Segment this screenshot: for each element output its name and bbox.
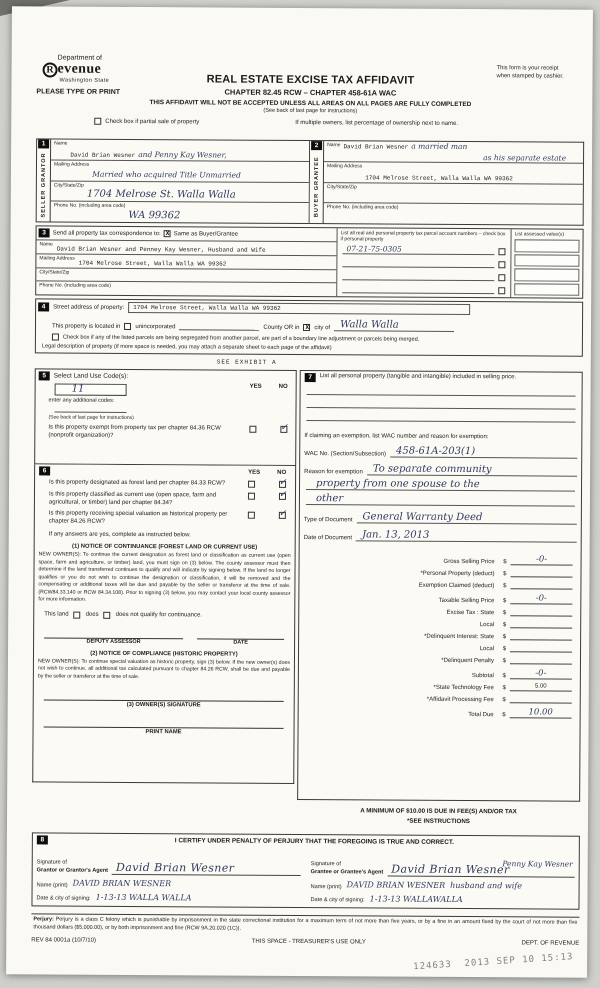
exempt-no-checkbox: [280, 422, 288, 433]
seller-address-handwritten: Married who acquired Title Unmarried: [92, 169, 241, 180]
revenue-logo-icon: R: [43, 62, 58, 77]
section-6-badge: 6: [39, 466, 50, 475]
money-value: [510, 608, 572, 616]
county-line: [179, 322, 259, 330]
dollar-sign: $: [502, 610, 507, 617]
no-checkmark: ✓: [280, 422, 288, 433]
money-value: [510, 632, 572, 640]
current-use-question: Is this property classified as current use (open space, farm and agricultural, or timber) land per chapter 84.34?: [48, 491, 217, 506]
parcel-number-handwritten: 07-21-75-0305: [346, 244, 402, 254]
no-header: NO: [278, 383, 288, 390]
grantee-second-signature-handwritten: Penny Kay Wesner: [502, 858, 573, 869]
seller-word: SELLER: [40, 189, 47, 218]
cashier-stamp: 124633 2013 SEP 10 15:13: [412, 952, 574, 973]
historic-question: Is this property receiving special valuation as historical property per chapter 84.26 RCW?: [48, 510, 228, 525]
owners-signature-label: (3) OWNER(S) SIGNATURE: [126, 702, 201, 709]
land-use-code-box: [55, 384, 127, 396]
section-5-badge: 5: [39, 371, 50, 380]
money-row: [303, 619, 576, 629]
grantee-signature-handwritten: David Brian Wesner: [391, 862, 510, 877]
money-row: [303, 706, 576, 719]
current-use-yes-checkbox: [248, 492, 255, 499]
print-name-line: [44, 719, 284, 729]
buyer-word: BUYER: [313, 192, 320, 217]
money-label: *Delinquent Interest: State: [424, 633, 495, 641]
county-or-label: County OR in: [263, 324, 300, 331]
money-label: Subtotal: [471, 673, 494, 680]
does-checkbox: [74, 611, 81, 618]
reason-handwritten-1: To separate community: [372, 463, 492, 476]
property-location-section: [35, 298, 583, 356]
certification-statement: I CERTIFY UNDER PENALTY OF PERJURY THAT THE FOREGOING IS TRUE AND CORRECT.: [174, 837, 454, 846]
seller-strip: [37, 139, 52, 221]
signature-of-label: Signature of: [310, 861, 341, 868]
money-row: [303, 694, 576, 704]
grantor-name-print-handwritten: DAVID BRIAN WESNER: [72, 878, 172, 889]
personal-property-checkbox-1: [498, 249, 505, 256]
personal-property-label: List all personal property (tangible and intangible) included in selling price.: [319, 373, 517, 381]
grantor-signature-column: [36, 848, 300, 903]
section-1-badge: 1: [38, 139, 49, 148]
partial-sale-checkbox: [94, 118, 101, 125]
dollar-sign: $: [503, 559, 507, 566]
does-label: does: [85, 611, 99, 618]
buyer-strip: [310, 141, 325, 223]
receipt-note-line2: when stamped by cashier.: [496, 72, 564, 80]
mailing-address-label: Mailing Address: [53, 161, 90, 168]
grantee-word: GRANTEE: [313, 156, 320, 191]
grantor-signature-handwritten: David Brian Wesner: [116, 860, 235, 875]
logo-department-of: Department of: [57, 54, 103, 62]
wac-number-label: WAC No. (Section/Subsection): [304, 451, 387, 458]
treasurer-space-label: THIS SPACE - TREASURER'S USE ONLY: [251, 938, 366, 945]
reason-label: Reason for exemption: [304, 469, 363, 476]
date-label: DATE: [233, 639, 248, 646]
does-not-label: does not qualify for continuance.: [115, 612, 203, 619]
money-row: [303, 655, 576, 665]
affidavit-page: [6, 6, 593, 978]
money-row: [303, 580, 576, 590]
notice-compliance-body: NEW OWNER(S): To continue special valuation as historic property, sign (3) below. If the new owner(s) does not wish to continue, all additional tax calculated pursuant to chapter 84.26 RCW, shall be due and payable by the seller or transferor at the time of sale.: [37, 658, 290, 680]
seller-phone-handwritten: WA 99362: [128, 209, 181, 222]
money-label: Total Due: [468, 712, 494, 719]
money-row: [303, 667, 576, 680]
dept-of-revenue-label: DEPT. OF REVENUE: [521, 939, 580, 947]
city-of-label: city of: [314, 325, 331, 332]
logo-revenue-text: evenue: [57, 61, 102, 77]
mailing-address-label: Mailing Address: [326, 162, 363, 170]
money-label: Exemption Claimed (deduct): [418, 582, 495, 590]
blank-line-3: [306, 408, 575, 423]
yes-header: YES: [248, 469, 261, 476]
name-label: Name: [54, 140, 68, 147]
unincorporated-label: unincorporated: [135, 323, 176, 331]
personal-property-checkbox-3: [498, 274, 505, 281]
does-not-checkbox: [104, 612, 111, 619]
chapter-line: CHAPTER 82.45 RCW – CHAPTER 458-61A WAC: [224, 87, 397, 98]
form-content: [31, 50, 584, 948]
see-instructions-note: *SEE INSTRUCTIONS: [407, 817, 470, 825]
segregated-checkbox: [52, 333, 59, 340]
name-label: Name: [327, 142, 341, 149]
document-type-handwritten: General Warranty Deed: [362, 511, 483, 524]
personal-property-checkbox-2: [498, 261, 505, 268]
grantee-date-city-handwritten: 1-13-13 WALLAWALLA: [369, 894, 463, 904]
dollar-sign: $: [502, 697, 506, 704]
date-city-label: Date & city of signing:: [310, 897, 365, 904]
perjury-notice: [31, 914, 579, 935]
dollar-sign: $: [502, 712, 506, 719]
grantee-name-print-handwritten: DAVID BRIAN WESNER: [346, 880, 446, 890]
located-in-label: This property is located in: [51, 323, 121, 330]
partial-sale-label: Check box if partial sale of property: [105, 118, 200, 125]
yes-header: YES: [249, 383, 262, 390]
assessed-value-box-4: [514, 283, 579, 296]
same-as-buyer-checkbox: [164, 230, 171, 237]
buyer-estate-handwritten: as his separate estate: [483, 153, 567, 163]
grantor-date-city-handwritten: 1-13-13 WALLA WALLA: [95, 892, 192, 902]
buyer-address-value: 1704 Melrose Street, Walla Walla WA 99362: [365, 173, 513, 182]
parcel-line-4: [342, 285, 494, 294]
form-number: REV 84 0001a (10/7/10): [31, 936, 96, 944]
money-label: Excise Tax : State: [446, 609, 495, 617]
assessed-value-box-1: [514, 239, 579, 252]
see-exhibit-note: SEE EXHIBIT A: [216, 358, 277, 366]
if-yes-note: If any answers are yes, complete as instructed below.: [48, 531, 191, 539]
seller-city-handwritten: 1704 Melrose St. Walla Walla: [86, 188, 236, 201]
city-state-zip-label: City/State/Zip: [326, 183, 357, 190]
document-date-label: Date of Document: [303, 535, 353, 542]
signature-of-label: Signature of: [36, 859, 67, 866]
money-value: 5.00: [510, 683, 572, 691]
seller-grantor-box: [36, 138, 311, 224]
seller-name-handwritten: and Penny Kay Wesner,: [138, 149, 227, 160]
dollar-sign: $: [502, 685, 506, 692]
forest-question: Is this property designated as forest land per chapter 84.33 RCW?: [49, 479, 226, 487]
seller-grantor-label: [40, 148, 46, 221]
money-value: [510, 695, 572, 703]
seller-name-typed: David Brian Wesner: [70, 151, 136, 159]
exempt-question: Is this property exempt from property tax per chapter 84.36 RCW (nonprofit organization)?: [48, 424, 221, 439]
completion-warning: THIS AFFIDAVIT WILL NOT BE ACCEPTED UNLESS ALL AREAS ON ALL PAGES ARE FULLY COMPLETED: [149, 99, 472, 109]
parcel-line-3: [342, 272, 494, 281]
city-checkbox: [303, 324, 310, 331]
dollar-sign: $: [502, 598, 507, 605]
money-label: *Affidavit Processing Fee: [426, 696, 494, 704]
money-value: [510, 620, 572, 628]
dor-logo: [42, 54, 109, 83]
document-date-handwritten: Jan. 13, 2013: [362, 529, 430, 541]
parties-row: [36, 138, 585, 225]
buyer-grantee-box: [310, 140, 585, 226]
name-print-label: Name (print): [310, 883, 342, 890]
assessed-value-box-2: [514, 254, 579, 267]
legal-description-label: Legal description of property (if more space is needed, you may attach a separate sheet to each page of the affidavit): [41, 343, 332, 352]
print-name-label: PRINT NAME: [145, 729, 182, 736]
multiple-owners-note: If multiple owners, list percentage of ownership next to name.: [295, 119, 459, 127]
grantor-signature-label: [37, 860, 108, 875]
money-value: -0-: [511, 554, 573, 565]
money-row: [304, 553, 577, 566]
phone-label: Phone No. (including area code): [39, 282, 111, 290]
no-checkmark: ✓: [278, 489, 287, 500]
middle-columns: [32, 368, 583, 827]
see-back-note: (See back of last page for instructions): [263, 107, 358, 115]
city-state-zip-label: City/State/Zip: [39, 268, 70, 276]
money-row: [303, 631, 576, 641]
correspondence-address-value: 1704 Melrose Street, Walla Walla WA 99362: [78, 259, 227, 268]
receipt-note-line1: This form is your receipt: [496, 65, 559, 72]
city-name-handwritten: Walla Walla: [340, 319, 399, 331]
land-use-code-handwritten: 11: [71, 383, 85, 395]
section-2-badge: 2: [311, 141, 322, 150]
money-row: [303, 682, 576, 692]
city-state-zip-label: City/State/Zip: [53, 181, 84, 189]
tax-correspondence-section: [35, 225, 583, 298]
money-table: [303, 549, 577, 719]
money-label: Gross Selling Price: [443, 558, 495, 566]
personal-property-section: [297, 370, 583, 802]
wac-number-handwritten: 458-61A-203(1): [396, 445, 476, 458]
name-print-label: Name (print): [36, 882, 68, 889]
minimum-due-note: A MINIMUM OF $10.00 IS DUE IN FEE(S) AND/OR TAX: [360, 807, 517, 816]
date-city-label: Date & city of signing:: [36, 895, 91, 903]
same-as-buyer-label: Same as Buyer/Grantee: [173, 230, 239, 238]
money-value: [510, 644, 572, 652]
grantee-relation-handwritten: husband and wife: [450, 880, 523, 891]
send-correspondence-label: Send all property tax correspondence to:: [52, 229, 161, 237]
money-value: -0-: [510, 668, 572, 679]
section-3-badge: 3: [39, 228, 50, 237]
document-type-label: Type of Document: [303, 517, 353, 524]
parcel-line-2: [342, 260, 494, 269]
land-use-label: Select Land Use Code(s):: [53, 372, 129, 380]
notice-compliance-title: (2) NOTICE OF COMPLIANCE (HISTORIC PROPERTY): [90, 650, 238, 658]
parcel-numbers-header: List all real and personal property tax parcel account numbers – check box if personal property: [340, 230, 506, 243]
no-checkmark: ✓: [279, 477, 287, 488]
money-label: Local: [479, 646, 495, 653]
no-header: NO: [277, 469, 287, 476]
form-header: [36, 50, 585, 139]
section-7-badge: 7: [305, 373, 316, 382]
owners-signature-line: [44, 692, 284, 702]
forest-no-checkbox: [279, 477, 287, 488]
perjury-label: Perjury:: [33, 916, 54, 923]
owners-signature-block: [38, 692, 290, 710]
personal-property-checkbox-4: [498, 287, 505, 294]
segregated-label: Check box if any of the listed parcels are being segregated from another parcel, are part of a boundary line adjustment or parcels being merged.: [62, 334, 420, 343]
dollar-sign: $: [503, 583, 507, 590]
buyer-name-handwritten: a married man: [411, 141, 468, 152]
money-value: -0-: [510, 593, 572, 604]
please-type-print: PLEASE TYPE OR PRINT: [36, 88, 121, 96]
money-value: [510, 656, 572, 664]
print-name-block: [38, 719, 290, 737]
exempt-yes-checkbox: [249, 426, 256, 433]
land-use-section: [34, 368, 297, 466]
x-mark: X: [165, 230, 170, 238]
buyer-grantee-label: [313, 150, 319, 223]
additional-codes-line: [54, 405, 126, 413]
assessed-value-box-3: [514, 268, 579, 281]
dollar-sign: $: [503, 571, 507, 578]
deputy-assessor-block: [44, 630, 183, 645]
street-address-label: Street address of property:: [53, 303, 125, 311]
designation-section: [32, 464, 296, 784]
dollar-sign: $: [502, 634, 507, 641]
yes-no-header: [243, 469, 291, 475]
money-label: *State Technology Fee: [433, 684, 494, 692]
grantor-word: GRANTOR: [40, 152, 47, 188]
form-title: REAL ESTATE EXCISE TAX AFFIDAVIT: [206, 73, 415, 87]
money-label: Local: [479, 622, 495, 629]
section-4-badge: 4: [38, 302, 49, 311]
unincorporated-checkbox: [124, 323, 131, 330]
date-block: [197, 631, 284, 646]
grantee-signature-label: [311, 861, 384, 876]
notice-continuance-body: NEW OWNER(S): To continue the current designation as forest land or classification as current use (open space, farm and agriculture, or timber) land, you must sign on (3) below. The county assessor must then determine if the land transferred continues to qualify and will indicate by signing below. If the land no longer qualifies or you do not wish to continue the designation or classification, it will be removed and the compensating or additional taxes will be due and payable by the seller or transferor at the time of sale. (RCW84.33.140 or RCW 84.34.108). Prior to signing (3) below, you may contact your local county assessor for more information.: [38, 551, 291, 603]
historic-no-checkbox: [278, 509, 287, 520]
correspondence-name-value: David Brian Wesner and Penney Kay Wesner, Husband and Wife: [56, 245, 266, 254]
no-checkmark: ✓: [278, 509, 287, 520]
money-label: *Personal Property (deduct): [420, 570, 495, 578]
certification-section: [31, 832, 579, 910]
current-use-no-checkbox: [278, 489, 287, 500]
dollar-sign: $: [502, 646, 507, 653]
form-footer: [31, 937, 579, 948]
historic-yes-checkbox: [248, 512, 255, 519]
dollar-sign: $: [502, 622, 507, 629]
name-label: Name: [39, 241, 53, 248]
this-land-label: This land: [44, 611, 69, 618]
see-back-instructions: (See back of last page for instructions): [48, 414, 134, 421]
yes-no-header: [244, 384, 292, 422]
money-row: [303, 643, 576, 653]
dollar-sign: $: [502, 658, 506, 665]
receipt-note: [497, 65, 585, 81]
money-value: [510, 581, 572, 589]
money-row: [303, 568, 576, 578]
reason-handwritten-3: other: [315, 493, 344, 505]
money-row: [303, 592, 576, 605]
grantee-signature-column: [310, 850, 574, 905]
money-label: *Delinquent Penalty: [441, 657, 494, 665]
forest-yes-checkbox: [248, 481, 255, 488]
assessed-values-header: List assessed value(s): [514, 231, 565, 238]
money-value: 10.00: [510, 707, 572, 718]
perjury-text: Perjury is a class C felony which is punishable by imprisonment in the state correctional institution for a maximum term of not more than five years, or by a fine in an amount fixed by the court of not more than five thousand dollars ($5,000.00), or by both imprisonment and fine (RCW 9A.20.020 (1C)).: [33, 916, 578, 932]
logo-washington-state: Washington State: [59, 77, 110, 84]
dollar-sign: $: [502, 673, 506, 680]
exemption-intro: If claiming an exemption, list WAC number and reason for exemption:: [304, 433, 489, 441]
reason-handwritten-2: property from one spouse to the: [316, 478, 480, 491]
deputy-assessor-label: DEPUTY ASSESSOR: [86, 638, 141, 645]
mailing-address-label: Mailing Address: [39, 255, 75, 262]
phone-label: Phone No. (including area code): [326, 204, 399, 211]
money-label: Taxable Selling Price: [438, 597, 495, 605]
notice-continuance-title: (1) NOTICE OF CONTINUANCE (FOREST LAND OR CURRENT USE): [72, 543, 258, 551]
grantee-agent-label: Grantee or Grantee's Agent: [310, 868, 384, 876]
section-8-badge: 8: [37, 835, 48, 844]
money-value: [510, 569, 572, 577]
phone-label: Phone No. (including area code): [53, 202, 126, 210]
street-address-value: 1704 Melrose Street, Walla Walla WA 99362: [128, 302, 470, 315]
money-row: [303, 607, 576, 617]
buyer-name-typed: David Brian Wesner: [343, 143, 409, 151]
grantor-agent-label: Grantor or Grantor's Agent: [36, 866, 109, 874]
x-mark: X: [305, 324, 310, 332]
additional-codes-label: enter any additional codes:: [48, 397, 115, 404]
